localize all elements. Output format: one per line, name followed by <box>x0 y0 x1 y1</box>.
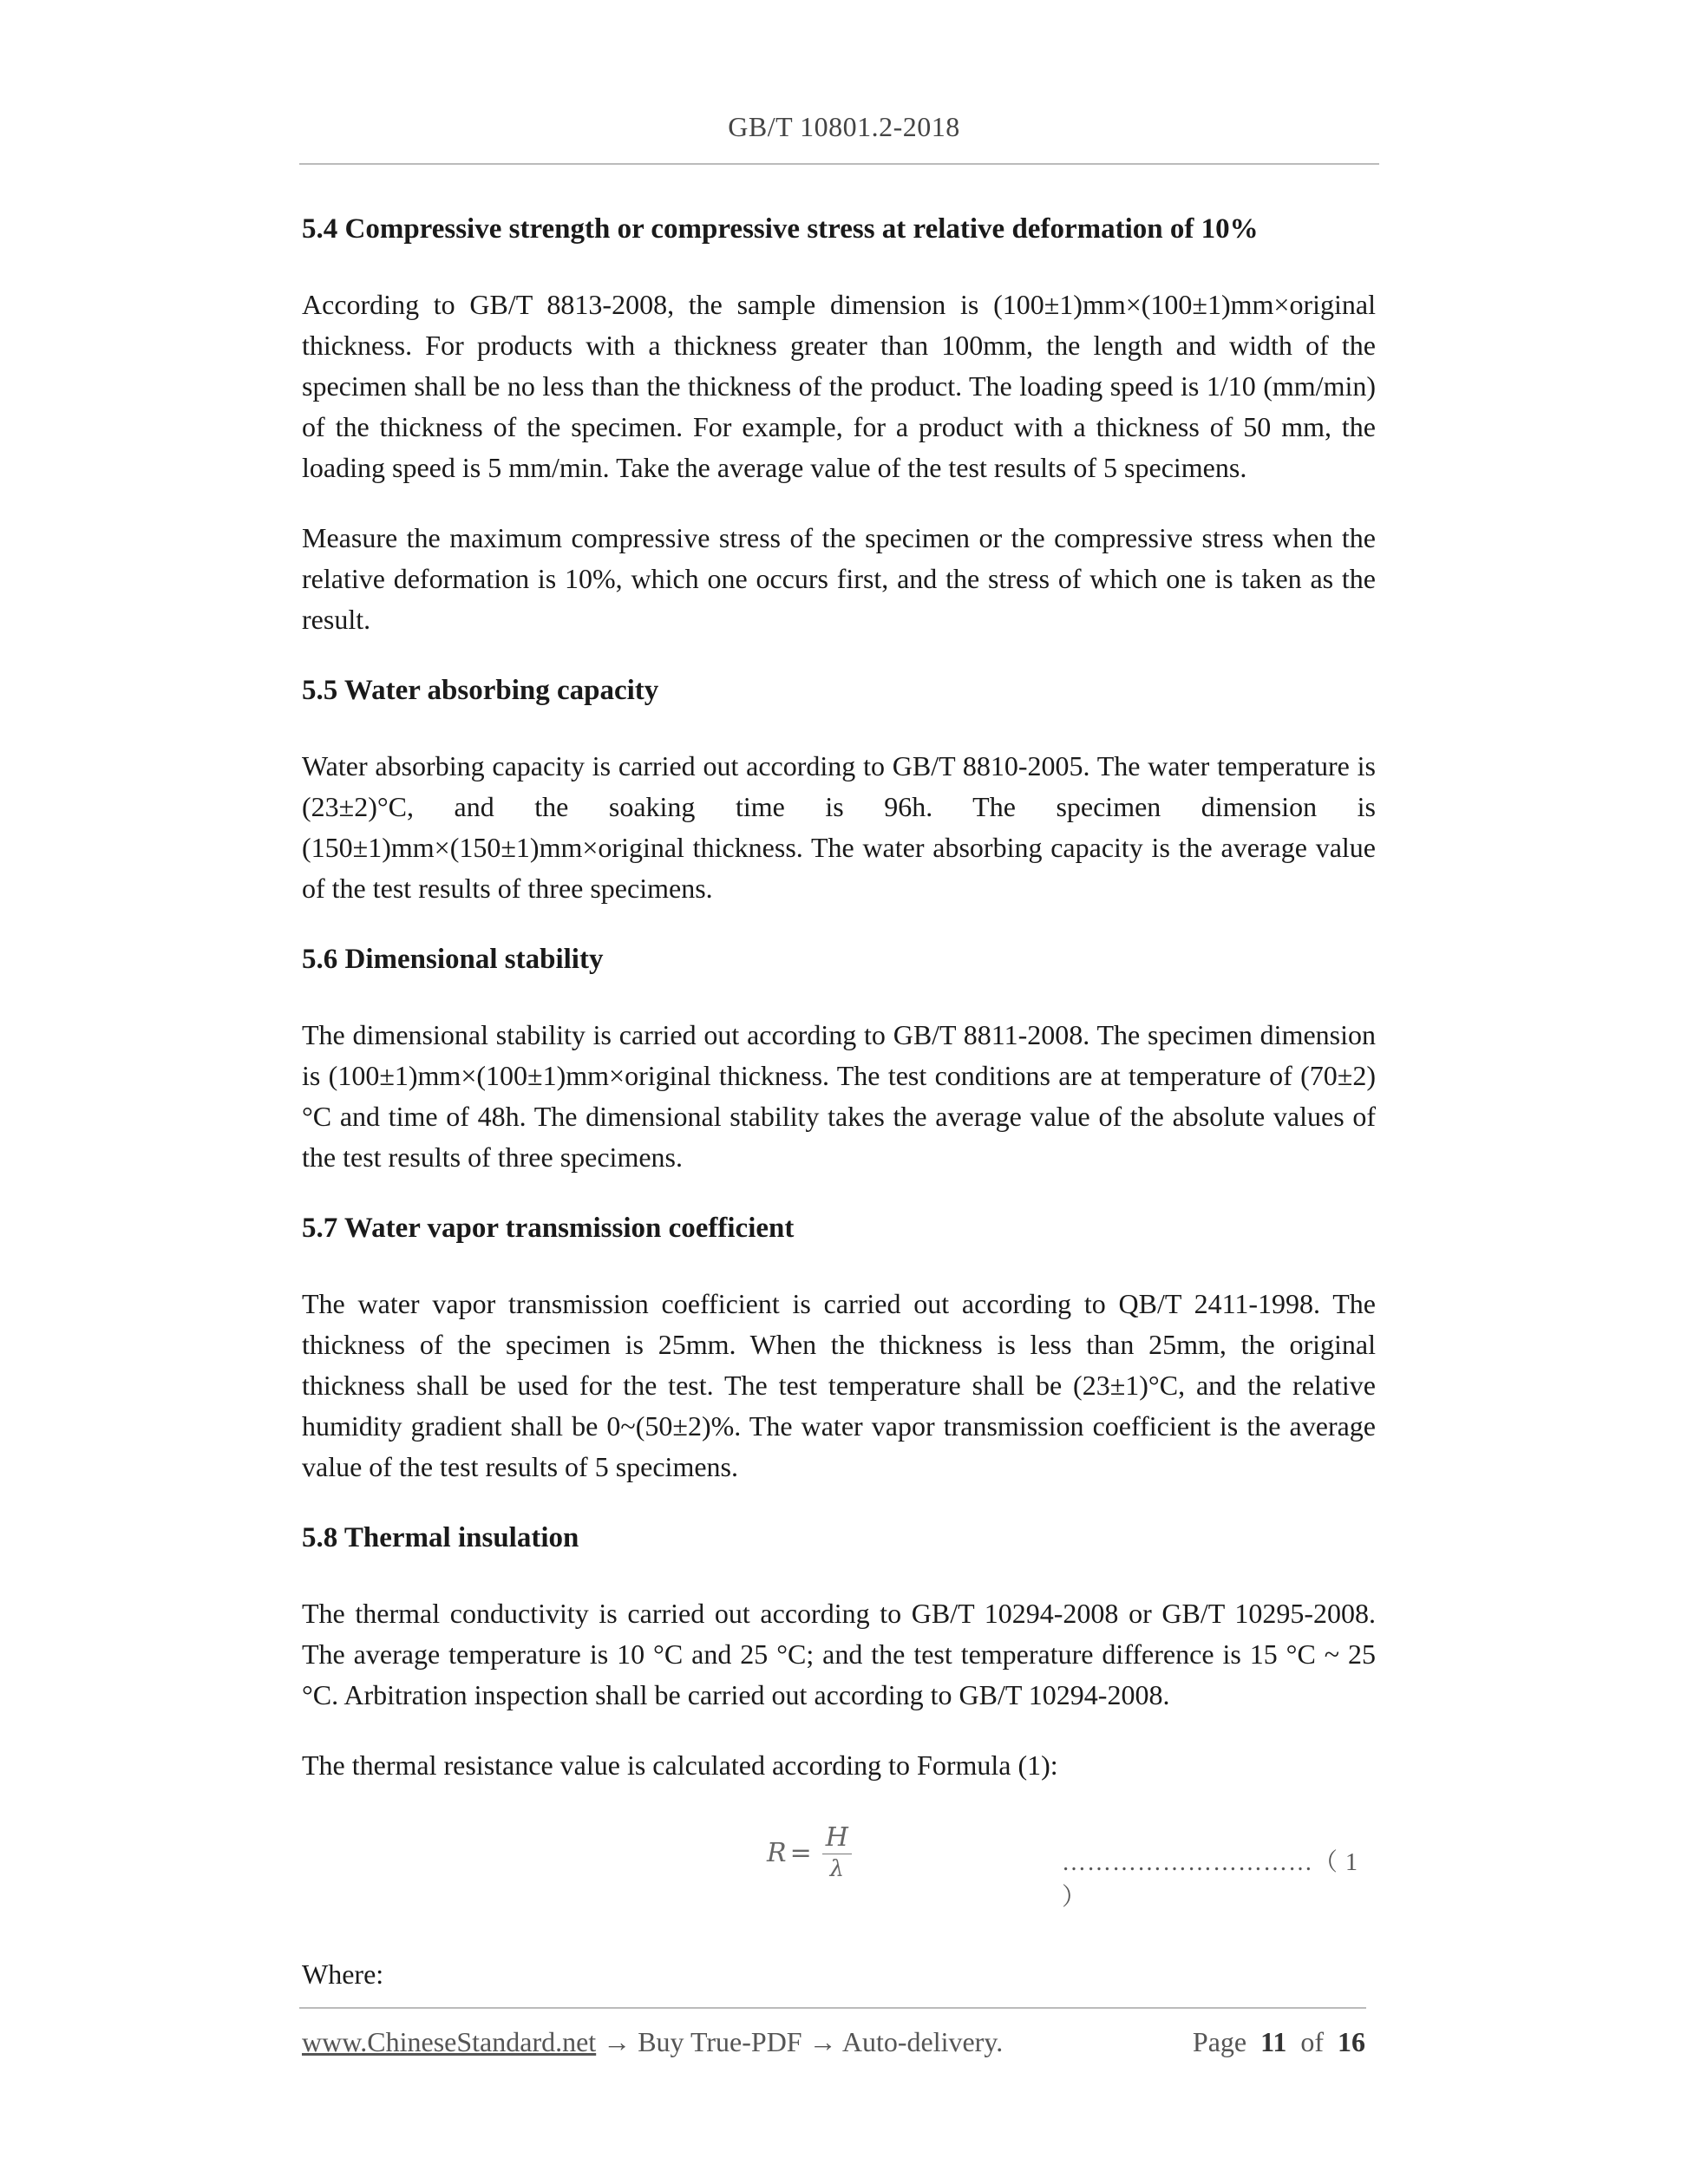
section-heading-5-5: 5.5 Water absorbing capacity <box>302 675 659 706</box>
page-indicator <box>1193 2026 1365 2058</box>
document-header: GB/T 10801.2-2018 <box>728 111 960 142</box>
arrow-icon: → <box>808 2026 837 2057</box>
where-label: Where: <box>302 1958 384 1990</box>
section-heading-5-8: 5.8 Thermal insulation <box>302 1522 579 1553</box>
paragraph: Water absorbing capacity is carried out according to GB/T 8810-2005. The water temperature is (23±2)°C, and the soaking time is 96h. The specimen dimension is (150±1)mm×(150±1)mm×original thickness. The water absorbing capacity is the average value of the test results of three specimens. <box>302 750 1376 904</box>
paragraph: According to GB/T 8813-2008, the sample dimension is (100±1)mm×(100±1)mm×original thickness. For products with a thickness greater than 100mm, the length and width of the specimen shall be no less than the thickness of the product. The loading speed is 1/10 (mm/min) of the thickness of the specimen. For example, for a product with a thickness of 50 mm, the loading speed is 5 mm/min. Take the average value of the test results of 5 specimens. <box>302 289 1376 483</box>
auto-delivery-text: Auto-delivery. <box>841 2026 1004 2057</box>
page-word: Page <box>1192 2026 1247 2057</box>
header-rule <box>299 163 1379 165</box>
formula-equation <box>767 1822 852 1884</box>
of-word: of <box>1300 2026 1324 2057</box>
footer-links <box>302 2026 1003 2058</box>
formula-numerator: H <box>822 1822 852 1854</box>
paragraph: The thermal resistance value is calculated according to Formula (1): <box>302 1749 1058 1781</box>
arrow-icon: → <box>603 2026 631 2057</box>
footer-rule <box>299 2007 1366 2009</box>
page-total: 16 <box>1338 2026 1365 2057</box>
paragraph: The dimensional stability is carried out according to GB/T 8811-2008. The specimen dimension is (100±1)mm×(100±1)mm×original thickness. The test conditions are at temperature of (70±2)°C and time of 48h. The dimensional stability takes the average value of the absolute values of the test results of three specimens. <box>302 1019 1376 1173</box>
site-link[interactable]: www.ChineseStandard.net <box>302 2026 597 2057</box>
formula-block <box>302 1815 1376 1919</box>
paragraph: The thermal conductivity is carried out according to GB/T 10294-2008 or GB/T 10295-2008. The average temperature is 10 °C and 25 °C; and the test temperature difference is 15 °C ~ 25 °C. Arbitration inspection shall be carried out according to GB/T 10294-2008. <box>302 1598 1376 1710</box>
page-content <box>302 208 1376 2024</box>
formula-operator: = <box>789 1838 812 1868</box>
section-heading-5-6: 5.6 Dimensional stability <box>302 944 604 975</box>
formula-number: …………………………（ 1 ） <box>1062 1849 1359 1911</box>
section-heading-5-7: 5.7 Water vapor transmission coefficient <box>302 1213 795 1244</box>
page-current: 11 <box>1260 2026 1287 2057</box>
paragraph: Measure the maximum compressive stress of the specimen or the compressive stress when the relative deformation is 10%, which one occurs first, and the stress of which one is taken as the result. <box>302 522 1376 635</box>
formula-fraction <box>822 1822 852 1884</box>
formula-lhs: R <box>767 1838 787 1868</box>
buy-pdf-link[interactable]: Buy True-PDF <box>638 2026 802 2057</box>
paragraph: The water vapor transmission coefficient is carried out according to QB/T 2411-1998. The thickness of the specimen is 25mm. When the thickness is less than 25mm, the original thickness shall be used for the test. The test temperature shall be (23±1)°C, and the relative humidity gradient shall be 0~(50±2)%. The water vapor transmission coefficient is the average value of the test results of 5 specimens. <box>302 1288 1376 1482</box>
formula-denominator: λ <box>829 1856 845 1882</box>
section-heading-5-4: 5.4 Compressive strength or compressive stress at relative deformation of 10% <box>302 213 1259 245</box>
